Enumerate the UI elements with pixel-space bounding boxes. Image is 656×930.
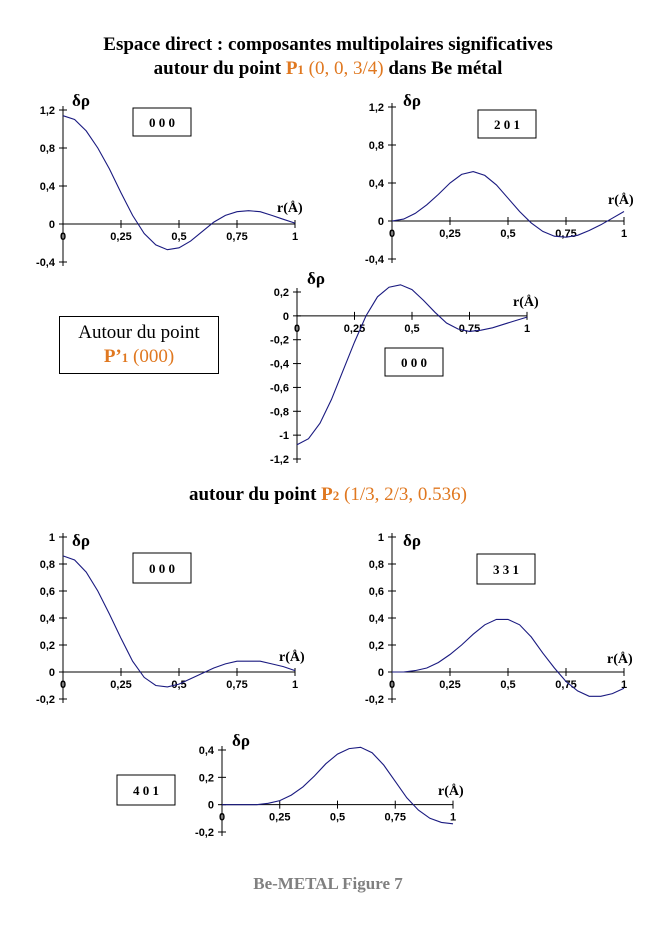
- y-tick-label: 0: [377, 216, 384, 228]
- y-axis-label: δρ: [72, 91, 90, 110]
- y-tick-label: 0,4: [39, 613, 55, 625]
- multipole-label: 0 0 0: [401, 355, 427, 370]
- x-tick-label: 0,5: [500, 679, 516, 691]
- y-tick-label: 1: [48, 532, 55, 544]
- note-line2: P’1 (000): [103, 346, 175, 367]
- y-tick-label: 0,8: [39, 559, 55, 571]
- y-axis-label: δρ: [72, 531, 90, 550]
- x-tick-label: 0,25: [110, 231, 132, 243]
- x-tick-label: 1: [291, 679, 299, 691]
- y-tick-label: 1,2: [39, 105, 55, 117]
- x-tick-label: 0: [59, 679, 67, 691]
- subtitle-post: dans Be métal: [383, 58, 503, 79]
- x-tick-label: 0,75: [384, 811, 406, 824]
- y-tick-label: -0,4: [270, 358, 289, 371]
- x-tick-label: 0,25: [343, 322, 366, 335]
- x-tick-label: 1: [449, 811, 457, 824]
- x-axis-label: r(Å): [438, 784, 464, 799]
- y-tick-label: -0,2: [195, 827, 214, 839]
- y-tick-label: 0,8: [368, 559, 384, 571]
- x-tick-label: 0,5: [500, 228, 516, 240]
- y-tick-label: 0: [48, 667, 55, 679]
- y-tick-label: 0,2: [273, 287, 289, 299]
- y-tick-label: 0,4: [198, 745, 214, 757]
- y-tick-label: -0,4: [365, 254, 384, 266]
- multipole-label: 3 3 1: [493, 562, 519, 577]
- y-tick-label: 0,6: [39, 586, 55, 598]
- y-tick-label: 0,8: [39, 143, 55, 155]
- y-tick-label: 1: [377, 532, 384, 544]
- point-p1-label: P1: [285, 58, 304, 79]
- x-tick-label: 1: [523, 322, 531, 335]
- y-axis-label: δρ: [232, 731, 250, 750]
- y-axis-label: δρ: [403, 91, 421, 110]
- x-tick-label: 0,25: [439, 228, 461, 240]
- note-line1: Autour du point: [78, 322, 200, 343]
- y-axis-label: δρ: [307, 269, 325, 288]
- x-tick-label: 0,25: [110, 679, 132, 691]
- title-line1: Espace direct : composantes multipolaires significatives: [103, 34, 553, 55]
- y-tick-label: 0,4: [368, 613, 384, 625]
- x-tick-label: 0: [293, 322, 301, 335]
- y-tick-label: -1: [279, 430, 289, 443]
- x-tick-label: 0,5: [171, 231, 187, 243]
- y-tick-label: 0,2: [198, 772, 214, 785]
- multipole-label: 4 0 1: [133, 783, 159, 798]
- multipole-label: 0 0 0: [149, 561, 175, 576]
- y-tick-label: 0: [282, 310, 289, 323]
- y-tick-label: 1,2: [368, 102, 384, 114]
- subtitle-pre: autour du point: [153, 58, 286, 79]
- x-tick-label: 0: [218, 811, 226, 824]
- y-tick-label: 0: [377, 667, 384, 679]
- x-tick-label: 0,25: [439, 679, 461, 691]
- x-axis-label: r(Å): [279, 650, 305, 665]
- x-tick-label: 0,75: [555, 679, 577, 691]
- y-tick-label: 0: [207, 799, 214, 812]
- y-tick-label: -0,2: [36, 694, 55, 706]
- y-tick-label: -0,2: [365, 694, 384, 706]
- figure-caption: Be-METAL Figure 7: [253, 874, 403, 893]
- x-tick-label: 0: [388, 228, 396, 240]
- y-tick-label: 0,8: [368, 140, 384, 152]
- section-p2-pre: autour du point: [188, 484, 322, 505]
- y-axis-label: δρ: [403, 531, 421, 550]
- x-tick-label: 0,75: [226, 679, 248, 691]
- x-tick-label: 0,75: [458, 322, 481, 335]
- x-axis-label: r(Å): [277, 201, 303, 216]
- x-tick-label: 1: [620, 679, 628, 691]
- point-p1-coords: (0, 0, 3/4): [303, 58, 384, 79]
- point-p2-label: P2: [321, 484, 340, 505]
- x-tick-label: 0,25: [269, 811, 291, 824]
- x-axis-label: r(Å): [607, 652, 633, 667]
- multipole-label: 2 0 1: [494, 117, 520, 132]
- y-tick-label: -0,6: [270, 382, 289, 395]
- y-tick-label: 0,2: [368, 640, 384, 652]
- y-tick-label: -0,4: [36, 257, 55, 269]
- x-tick-label: 0,5: [404, 322, 420, 335]
- x-tick-label: 0,5: [329, 811, 346, 824]
- y-tick-label: 0,6: [368, 586, 384, 598]
- y-tick-label: 0,4: [39, 181, 55, 193]
- x-axis-label: r(Å): [513, 295, 539, 310]
- x-tick-label: 0: [388, 679, 396, 691]
- y-tick-label: 0: [48, 219, 55, 231]
- x-axis-label: r(Å): [608, 193, 634, 208]
- multipole-label: 0 0 0: [149, 115, 175, 130]
- x-tick-label: 0,75: [226, 231, 248, 243]
- y-tick-label: -0,8: [270, 406, 289, 419]
- y-tick-label: -0,2: [270, 334, 289, 347]
- x-tick-label: 0: [59, 231, 67, 243]
- x-tick-label: 0,75: [555, 228, 577, 240]
- y-tick-label: -1,2: [270, 454, 289, 466]
- x-tick-label: 0,5: [171, 679, 187, 691]
- y-tick-label: 0,2: [39, 640, 55, 652]
- x-tick-label: 1: [291, 231, 299, 243]
- point-p2-coords: (1/3, 2/3, 0.536): [339, 484, 467, 505]
- y-tick-label: 0,4: [368, 178, 384, 190]
- x-tick-label: 1: [620, 228, 628, 240]
